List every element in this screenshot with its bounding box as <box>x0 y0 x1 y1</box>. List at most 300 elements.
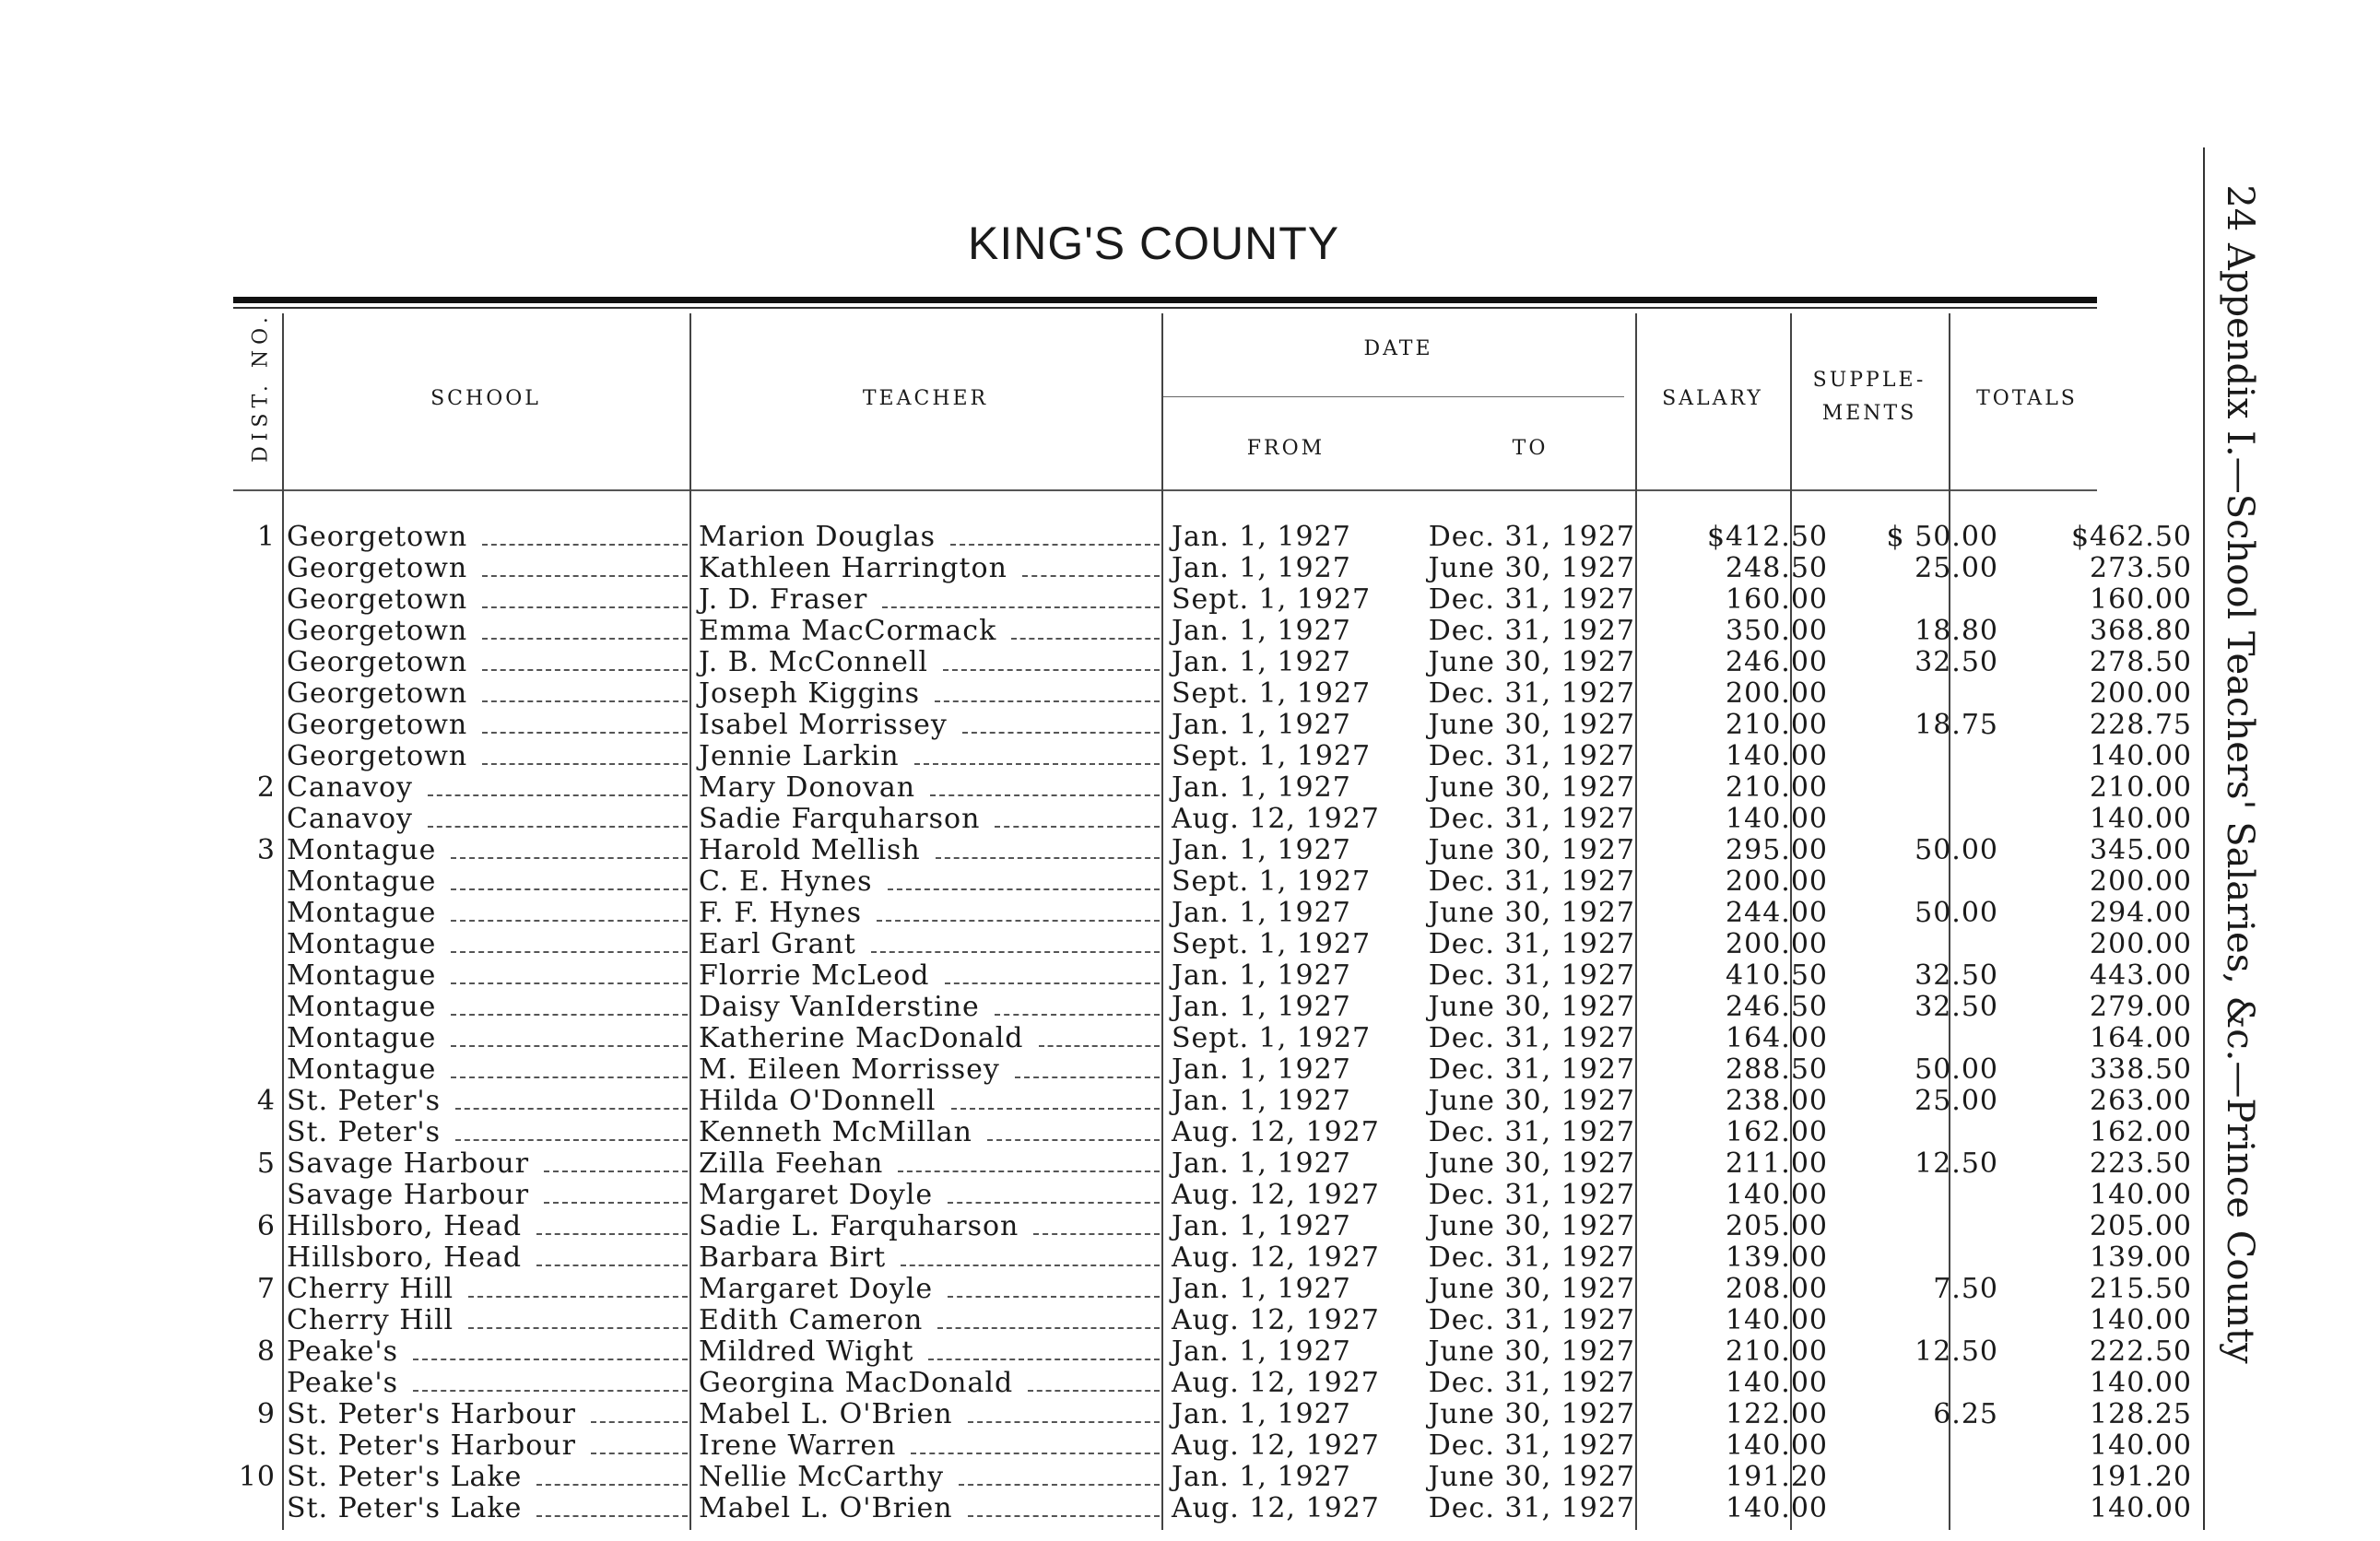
cell-dist-no: 10 <box>238 1461 276 1493</box>
leader-dots <box>935 700 1160 702</box>
cell-date-from: Jan. 1, 1927 <box>1172 1147 1351 1180</box>
leader-dots <box>468 1296 688 1298</box>
header-from: FROM <box>1246 437 1325 460</box>
cell-salary: $412.50 <box>1706 521 1828 553</box>
cell-teacher: Isabel Morrissey <box>699 709 948 741</box>
cell-supplements: 32.50 <box>1915 959 1998 992</box>
leader-dots <box>950 544 1160 546</box>
cell-teacher: Margaret Doyle <box>699 1179 934 1211</box>
table-row <box>233 1147 2192 1180</box>
cell-school: Montague <box>287 834 437 866</box>
leader-dots <box>544 1202 688 1204</box>
cell-total: 338.50 <box>2090 1053 2192 1086</box>
cell-teacher: Florrie McLeod <box>699 959 930 992</box>
cell-school: Georgetown <box>287 740 468 772</box>
cell-salary: 140.00 <box>1726 1304 1828 1336</box>
cell-school: St. Peter's Lake <box>287 1461 523 1493</box>
table-row <box>233 771 2192 804</box>
cell-school: Montague <box>287 959 437 992</box>
cell-teacher: Barbara Birt <box>699 1241 887 1274</box>
leader-dots <box>455 1108 688 1110</box>
table-row <box>233 1053 2192 1086</box>
cell-supplements: 25.00 <box>1915 1085 1998 1117</box>
cell-date-from: Sept. 1, 1927 <box>1172 740 1372 772</box>
cell-salary: 200.00 <box>1726 677 1828 710</box>
cell-salary: 140.00 <box>1726 1179 1828 1211</box>
table-row <box>233 677 2192 710</box>
cell-salary: 200.00 <box>1726 928 1828 960</box>
table-row <box>233 959 2192 992</box>
cell-school: Georgetown <box>287 709 468 741</box>
header-rule-bottom <box>233 489 2097 491</box>
cell-date-to: Dec. 31, 1927 <box>1428 1304 1635 1336</box>
cell-supplements: 7.50 <box>1933 1273 1998 1305</box>
cell-school: Georgetown <box>287 677 468 710</box>
cell-total: 140.00 <box>2090 1429 2192 1462</box>
cell-date-to: Dec. 31, 1927 <box>1428 865 1635 898</box>
leader-dots <box>937 1327 1160 1329</box>
cell-salary: 248.50 <box>1726 552 1828 584</box>
cell-supplements: 50.00 <box>1915 1053 1998 1086</box>
leader-dots <box>968 1515 1160 1517</box>
leader-dots <box>888 888 1160 890</box>
cell-date-to: Dec. 31, 1927 <box>1428 521 1635 553</box>
cell-teacher: M. Eileen Morrissey <box>699 1053 1000 1086</box>
cell-salary: 140.00 <box>1726 1492 1828 1524</box>
cell-salary: 140.00 <box>1726 740 1828 772</box>
cell-date-from: Jan. 1, 1927 <box>1172 959 1351 992</box>
cell-date-from: Jan. 1, 1927 <box>1172 1273 1351 1305</box>
cell-teacher: Marion Douglas <box>699 521 936 553</box>
cell-total: $462.50 <box>2070 521 2192 553</box>
cell-supplements: 25.00 <box>1915 552 1998 584</box>
table-row <box>233 1241 2192 1274</box>
table-row <box>233 1210 2192 1242</box>
cell-date-to: June 30, 1927 <box>1428 709 1635 741</box>
table-row <box>233 521 2192 553</box>
cell-salary: 191.20 <box>1726 1461 1828 1493</box>
cell-date-from: Jan. 1, 1927 <box>1172 771 1351 804</box>
cell-supplements: 50.00 <box>1915 834 1998 866</box>
header-school: SCHOOL <box>430 387 541 410</box>
cell-total: 228.75 <box>2090 709 2192 741</box>
leader-dots <box>536 1515 688 1517</box>
cell-date-from: Jan. 1, 1927 <box>1172 1053 1351 1086</box>
leader-dots <box>451 888 688 890</box>
cell-date-to: Dec. 31, 1927 <box>1428 928 1635 960</box>
cell-supplements: 6.25 <box>1933 1398 1998 1430</box>
cell-school: Hillsboro, Head <box>287 1241 523 1274</box>
leader-dots <box>413 1390 688 1392</box>
cell-date-to: Dec. 31, 1927 <box>1428 1179 1635 1211</box>
cell-total: 191.20 <box>2090 1461 2192 1493</box>
cell-school: St. Peter's <box>287 1116 442 1148</box>
cell-date-to: June 30, 1927 <box>1428 1273 1635 1305</box>
cell-date-to: Dec. 31, 1927 <box>1428 1492 1635 1524</box>
table-row <box>233 1022 2192 1054</box>
cell-date-to: Dec. 31, 1927 <box>1428 677 1635 710</box>
table-row <box>233 991 2192 1023</box>
cell-date-from: Jan. 1, 1927 <box>1172 521 1351 553</box>
leader-dots <box>428 826 688 828</box>
cell-date-from: Sept. 1, 1927 <box>1172 865 1372 898</box>
cell-salary: 200.00 <box>1726 865 1828 898</box>
cell-school: Peake's <box>287 1335 399 1368</box>
cell-total: 210.00 <box>2090 771 2192 804</box>
cell-total: 368.80 <box>2090 615 2192 647</box>
cell-salary: 211.00 <box>1726 1147 1828 1180</box>
cell-date-to: June 30, 1927 <box>1428 1461 1635 1493</box>
cell-total: 140.00 <box>2090 1179 2192 1211</box>
cell-salary: 246.00 <box>1726 646 1828 678</box>
cell-school: Peake's <box>287 1367 399 1399</box>
leader-dots <box>536 1484 688 1486</box>
cell-total: 140.00 <box>2090 1492 2192 1524</box>
table-row <box>233 803 2192 835</box>
cell-school: Georgetown <box>287 615 468 647</box>
table-row <box>233 1461 2192 1493</box>
cell-date-from: Jan. 1, 1927 <box>1172 834 1351 866</box>
cell-salary: 160.00 <box>1726 583 1828 616</box>
sidebar-rule <box>2203 147 2205 1530</box>
cell-total: 279.00 <box>2090 991 2192 1023</box>
cell-date-from: Jan. 1, 1927 <box>1172 897 1351 929</box>
cell-total: 294.00 <box>2090 897 2192 929</box>
cell-teacher: Mildred Wight <box>699 1335 914 1368</box>
cell-date-from: Jan. 1, 1927 <box>1172 552 1351 584</box>
leader-dots <box>536 1265 688 1266</box>
cell-teacher: Kenneth McMillan <box>699 1116 972 1148</box>
cell-teacher: Jennie Larkin <box>699 740 900 772</box>
header-to: TO <box>1512 437 1549 460</box>
cell-school: Georgetown <box>287 583 468 616</box>
leader-dots <box>945 982 1160 984</box>
leader-dots <box>901 1265 1160 1266</box>
cell-school: Canavoy <box>287 771 414 804</box>
table-row <box>233 897 2192 929</box>
cell-total: 164.00 <box>2090 1022 2192 1054</box>
cell-dist-no: 1 <box>256 521 276 553</box>
cell-date-from: Jan. 1, 1927 <box>1172 615 1351 647</box>
cell-date-to: Dec. 31, 1927 <box>1428 740 1635 772</box>
cell-date-to: June 30, 1927 <box>1428 1210 1635 1242</box>
leader-dots <box>482 575 688 577</box>
cell-dist-no: 3 <box>256 834 276 866</box>
cell-date-to: June 30, 1927 <box>1428 771 1635 804</box>
table-row <box>233 1304 2192 1336</box>
cell-salary: 139.00 <box>1726 1241 1828 1274</box>
cell-salary: 140.00 <box>1726 1367 1828 1399</box>
header-supplements-1: SUPPLE- <box>1812 369 1926 392</box>
cell-total: 205.00 <box>2090 1210 2192 1242</box>
cell-school: Savage Harbour <box>287 1179 530 1211</box>
cell-teacher: Mary Donovan <box>699 771 916 804</box>
leader-dots <box>995 1014 1160 1016</box>
table-row <box>233 1398 2192 1430</box>
cell-dist-no: 7 <box>256 1273 276 1305</box>
cell-school: Hillsboro, Head <box>287 1210 523 1242</box>
cell-date-to: June 30, 1927 <box>1428 834 1635 866</box>
leader-dots <box>962 732 1160 734</box>
leader-dots <box>482 700 688 702</box>
table-row <box>233 1367 2192 1399</box>
cell-teacher: Kathleen Harrington <box>699 552 1007 584</box>
cell-salary: 210.00 <box>1726 771 1828 804</box>
cell-school: Montague <box>287 865 437 898</box>
cell-total: 140.00 <box>2090 1367 2192 1399</box>
cell-total: 215.50 <box>2090 1273 2192 1305</box>
leader-dots <box>451 920 688 922</box>
table-row <box>233 615 2192 647</box>
cell-teacher: Sadie L. Farquharson <box>699 1210 1019 1242</box>
cell-school: Georgetown <box>287 646 468 678</box>
leader-dots <box>482 638 688 640</box>
leader-dots <box>1033 1233 1160 1235</box>
cell-teacher: J. D. Fraser <box>699 583 868 616</box>
leader-dots <box>914 763 1160 765</box>
cell-teacher: Margaret Doyle <box>699 1273 934 1305</box>
table-row <box>233 1273 2192 1305</box>
cell-teacher: Georgina MacDonald <box>699 1367 1014 1399</box>
cell-supplements: 32.50 <box>1915 991 1998 1023</box>
cell-school: Cherry Hill <box>287 1273 454 1305</box>
cell-teacher: Joseph Kiggins <box>699 677 921 710</box>
cell-total: 162.00 <box>2090 1116 2192 1148</box>
cell-teacher: Earl Grant <box>699 928 856 960</box>
salary-table <box>233 521 2192 1524</box>
cell-date-to: Dec. 31, 1927 <box>1428 1022 1635 1054</box>
cell-total: 200.00 <box>2090 677 2192 710</box>
leader-dots <box>468 1327 688 1329</box>
leader-dots <box>536 1233 688 1235</box>
cell-supplements: 12.50 <box>1915 1335 1998 1368</box>
cell-total: 139.00 <box>2090 1241 2192 1274</box>
cell-total: 278.50 <box>2090 646 2192 678</box>
leader-dots <box>898 1170 1160 1172</box>
cell-total: 263.00 <box>2090 1085 2192 1117</box>
leader-dots <box>482 606 688 608</box>
table-row <box>233 928 2192 960</box>
leader-dots <box>482 732 688 734</box>
leader-dots <box>482 763 688 765</box>
cell-date-to: June 30, 1927 <box>1428 1147 1635 1180</box>
cell-salary: 122.00 <box>1726 1398 1828 1430</box>
cell-date-from: Sept. 1, 1927 <box>1172 583 1372 616</box>
table-row <box>233 1116 2192 1148</box>
cell-supplements: 12.50 <box>1915 1147 1998 1180</box>
cell-school: Montague <box>287 1022 437 1054</box>
cell-date-to: Dec. 31, 1927 <box>1428 583 1635 616</box>
cell-salary: 295.00 <box>1726 834 1828 866</box>
cell-salary: 140.00 <box>1726 803 1828 835</box>
cell-date-from: Jan. 1, 1927 <box>1172 1398 1351 1430</box>
cell-teacher: Daisy VanIderstine <box>699 991 980 1023</box>
leader-dots <box>948 1202 1160 1204</box>
cell-school: Montague <box>287 897 437 929</box>
cell-salary: 205.00 <box>1726 1210 1828 1242</box>
leader-dots <box>1028 1390 1160 1392</box>
cell-date-from: Jan. 1, 1927 <box>1172 1085 1351 1117</box>
leader-dots <box>1011 638 1160 640</box>
table-row <box>233 740 2192 772</box>
header-rule-thick <box>233 297 2097 303</box>
cell-teacher: J. B. McConnell <box>699 646 929 678</box>
leader-dots <box>451 1076 688 1078</box>
cell-dist-no: 5 <box>256 1147 276 1180</box>
table-row <box>233 1429 2192 1462</box>
leader-dots <box>877 920 1160 922</box>
leader-dots <box>995 826 1160 828</box>
cell-teacher: Harold Mellish <box>699 834 921 866</box>
cell-school: Montague <box>287 991 437 1023</box>
leader-dots <box>1039 1045 1160 1047</box>
cell-salary: 410.50 <box>1726 959 1828 992</box>
cell-teacher: Sadie Farquharson <box>699 803 981 835</box>
table-row <box>233 1179 2192 1211</box>
cell-school: Montague <box>287 928 437 960</box>
cell-date-to: Dec. 31, 1927 <box>1428 615 1635 647</box>
cell-school: Savage Harbour <box>287 1147 530 1180</box>
cell-date-from: Sept. 1, 1927 <box>1172 677 1372 710</box>
cell-total: 222.50 <box>2090 1335 2192 1368</box>
cell-school: St. Peter's Harbour <box>287 1398 576 1430</box>
cell-supplements: $ 50.00 <box>1886 521 1998 553</box>
cell-dist-no: 6 <box>256 1210 276 1242</box>
leader-dots <box>968 1421 1160 1423</box>
cell-salary: 238.00 <box>1726 1085 1828 1117</box>
leader-dots <box>882 606 1160 608</box>
leader-dots <box>930 794 1160 796</box>
header-teacher: TEACHER <box>862 387 989 410</box>
leader-dots <box>451 857 688 859</box>
leader-dots <box>951 1108 1160 1110</box>
table-row <box>233 1085 2192 1117</box>
leader-dots <box>911 1453 1160 1454</box>
leader-dots <box>591 1421 688 1423</box>
table-row <box>233 834 2192 866</box>
leader-dots <box>928 1359 1160 1360</box>
cell-school: St. Peter's Lake <box>287 1492 523 1524</box>
cell-date-from: Jan. 1, 1927 <box>1172 1461 1351 1493</box>
running-header: 24 Appendix I.—School Teachers' Salaries, &c.—Prince County <box>2219 184 2261 1364</box>
table-row <box>233 552 2192 584</box>
cell-date-to: Dec. 31, 1927 <box>1428 1429 1635 1462</box>
header-date: DATE <box>1363 337 1433 360</box>
cell-teacher: Nellie McCarthy <box>699 1461 945 1493</box>
leader-dots <box>451 982 688 984</box>
cell-date-to: June 30, 1927 <box>1428 1335 1635 1368</box>
cell-total: 223.50 <box>2090 1147 2192 1180</box>
cell-school: Canavoy <box>287 803 414 835</box>
cell-supplements: 18.75 <box>1915 709 1998 741</box>
cell-salary: 210.00 <box>1726 709 1828 741</box>
leader-dots <box>959 1484 1160 1486</box>
header-dist-no: DIST. NO. <box>249 312 273 463</box>
cell-date-to: June 30, 1927 <box>1428 1085 1635 1117</box>
cell-date-to: June 30, 1927 <box>1428 991 1635 1023</box>
cell-date-to: Dec. 31, 1927 <box>1428 803 1635 835</box>
leader-dots <box>455 1139 688 1141</box>
cell-date-from: Jan. 1, 1927 <box>1172 709 1351 741</box>
cell-supplements: 50.00 <box>1915 897 1998 929</box>
cell-date-from: Aug. 12, 1927 <box>1172 1492 1380 1524</box>
cell-salary: 140.00 <box>1726 1429 1828 1462</box>
table-row <box>233 1335 2192 1368</box>
cell-total: 128.25 <box>2090 1398 2192 1430</box>
cell-salary: 164.00 <box>1726 1022 1828 1054</box>
table-row <box>233 1492 2192 1524</box>
cell-total: 345.00 <box>2090 834 2192 866</box>
cell-date-from: Jan. 1, 1927 <box>1172 646 1351 678</box>
cell-date-from: Sept. 1, 1927 <box>1172 928 1372 960</box>
cell-total: 273.50 <box>2090 552 2192 584</box>
cell-supplements: 18.80 <box>1915 615 1998 647</box>
leader-dots <box>936 857 1160 859</box>
cell-total: 200.00 <box>2090 865 2192 898</box>
cell-teacher: F. F. Hynes <box>699 897 863 929</box>
cell-teacher: Irene Warren <box>699 1429 897 1462</box>
leader-dots <box>451 951 688 953</box>
cell-school: Montague <box>287 1053 437 1086</box>
cell-total: 140.00 <box>2090 1304 2192 1336</box>
leader-dots <box>1022 575 1160 577</box>
cell-teacher: Emma MacCormack <box>699 615 997 647</box>
cell-total: 443.00 <box>2090 959 2192 992</box>
cell-date-to: Dec. 31, 1927 <box>1428 1053 1635 1086</box>
table-row <box>233 646 2192 678</box>
cell-teacher: Mabel L. O'Brien <box>699 1398 953 1430</box>
leader-dots <box>482 669 688 671</box>
cell-date-to: June 30, 1927 <box>1428 897 1635 929</box>
cell-salary: 246.50 <box>1726 991 1828 1023</box>
cell-date-from: Sept. 1, 1927 <box>1172 1022 1372 1054</box>
cell-dist-no: 2 <box>256 771 276 804</box>
cell-date-from: Aug. 12, 1927 <box>1172 1179 1380 1211</box>
cell-date-from: Aug. 12, 1927 <box>1172 1429 1380 1462</box>
cell-date-to: June 30, 1927 <box>1428 646 1635 678</box>
leader-dots <box>943 669 1160 671</box>
cell-date-from: Jan. 1, 1927 <box>1172 1335 1351 1368</box>
cell-date-from: Jan. 1, 1927 <box>1172 1210 1351 1242</box>
cell-supplements: 32.50 <box>1915 646 1998 678</box>
cell-total: 160.00 <box>2090 583 2192 616</box>
cell-date-from: Aug. 12, 1927 <box>1172 803 1380 835</box>
cell-school: St. Peter's Harbour <box>287 1429 576 1462</box>
cell-salary: 244.00 <box>1726 897 1828 929</box>
cell-dist-no: 8 <box>256 1335 276 1368</box>
leader-dots <box>591 1453 688 1454</box>
leader-dots <box>451 1014 688 1016</box>
cell-date-from: Aug. 12, 1927 <box>1172 1116 1380 1148</box>
leader-dots <box>413 1359 688 1360</box>
header-totals: TOTALS <box>1976 387 2078 410</box>
leader-dots <box>948 1296 1160 1298</box>
cell-teacher: Zilla Feehan <box>699 1147 884 1180</box>
table-row <box>233 583 2192 616</box>
cell-dist-no: 4 <box>256 1085 276 1117</box>
cell-date-from: Aug. 12, 1927 <box>1172 1304 1380 1336</box>
cell-date-to: Dec. 31, 1927 <box>1428 1241 1635 1274</box>
leader-dots <box>428 794 688 796</box>
leader-dots <box>544 1170 688 1172</box>
cell-total: 140.00 <box>2090 803 2192 835</box>
leader-dots <box>987 1139 1160 1141</box>
cell-teacher: Edith Cameron <box>699 1304 924 1336</box>
cell-total: 140.00 <box>2090 740 2192 772</box>
cell-date-to: June 30, 1927 <box>1428 1398 1635 1430</box>
cell-salary: 208.00 <box>1726 1273 1828 1305</box>
cell-salary: 162.00 <box>1726 1116 1828 1148</box>
